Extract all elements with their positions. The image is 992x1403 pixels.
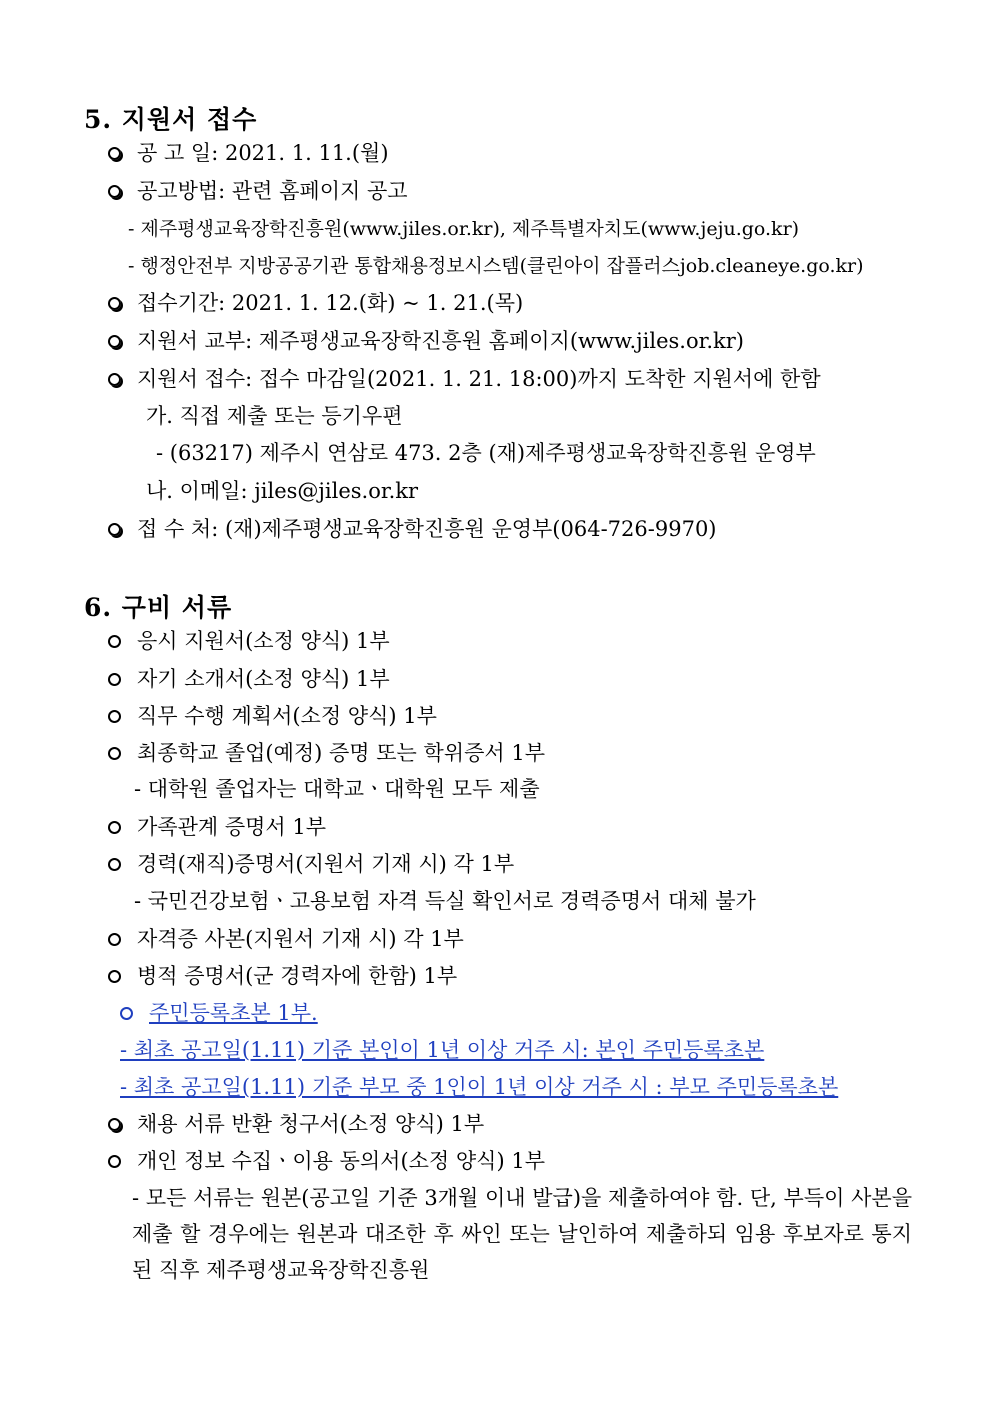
- list-item: 개인 정보 수집ㆍ이용 동의서(소정 양식) 1부: [108, 1146, 545, 1176]
- circle-outline-bullet-icon: [108, 821, 121, 834]
- circle-bullet-icon: [108, 147, 121, 160]
- list-item: 가족관계 증명서 1부: [108, 812, 326, 842]
- note-paragraph: - 모든 서류는 원본(공고일 기준 3개월 이내 발급)을 제출하여야 함. 단, 부득이 사본을 제출 할 경우에는 원본과 대조한 후 싸인 또는 날인하여 제출하되 임용 후보자로 통지된 직후 제주평생교육장학진흥원: [132, 1186, 912, 1282]
- section6-title: 6. 구비 서류: [84, 593, 233, 622]
- list-item: 직무 수행 계획서(소정 양식) 1부: [108, 701, 437, 731]
- list-item: 병적 증명서(군 경력자에 한함) 1부: [108, 961, 457, 991]
- list-subitem: - 대학원 졸업자는 대학교ㆍ대학원 모두 제출: [134, 777, 540, 801]
- circle-outline-bullet-icon: [120, 1007, 133, 1020]
- list-item: 공고방법: 관련 홈페이지 공고: [108, 176, 408, 206]
- circle-bullet-icon: [108, 297, 121, 310]
- list-subitem: 가. 직접 제출 또는 등기우편: [146, 404, 403, 428]
- circle-outline-bullet-icon: [108, 1155, 121, 1168]
- list-item: 자기 소개서(소정 양식) 1부: [108, 664, 390, 694]
- list-item: 지원서 교부: 제주평생교육장학진흥원 홈페이지(www.jiles.or.kr): [108, 326, 744, 356]
- list-subitem: - 행정안전부 지방공공기관 통합채용정보시스템(클린아이 잡플러스job.cleaneye.go.kr): [128, 255, 864, 277]
- circle-outline-bullet-icon: [108, 858, 121, 871]
- section5-title: 5. 지원서 접수: [84, 105, 258, 134]
- list-item: 지원서 접수: 접수 마감일(2021. 1. 21. 18:00)까지 도착한 지원서에 한함: [108, 364, 821, 394]
- list-item: 채용 서류 반환 청구서(소정 양식) 1부: [108, 1109, 484, 1139]
- list-item: 경력(재직)증명서(지원서 기재 시) 각 1부: [108, 849, 514, 879]
- highlighted-list-item: 주민등록초본 1부.: [120, 998, 318, 1028]
- list-subitem: 나. 이메일: jiles@jiles.or.kr: [146, 479, 419, 503]
- list-item: 자격증 사본(지원서 기재 시) 각 1부: [108, 924, 464, 954]
- list-item: 접 수 처: (재)제주평생교육장학진흥원 운영부(064-726-9970): [108, 514, 717, 544]
- list-subitem: - (63217) 제주시 연삼로 473. 2층 (재)제주평생교육장학진흥원 운영부: [156, 441, 816, 465]
- list-item: 응시 지원서(소정 양식) 1부: [108, 626, 390, 656]
- list-item: 최종학교 졸업(예정) 증명 또는 학위증서 1부: [108, 738, 545, 768]
- circle-bullet-icon: [108, 523, 121, 536]
- circle-outline-bullet-icon: [108, 933, 121, 946]
- circle-bullet-icon: [108, 335, 121, 348]
- list-subitem: - 제주평생교육장학진흥원(www.jiles.or.kr), 제주특별자치도(www.jeju.go.kr): [128, 218, 800, 240]
- circle-outline-bullet-icon: [108, 710, 121, 723]
- circle-outline-bullet-icon: [108, 673, 121, 686]
- circle-outline-bullet-icon: [108, 970, 121, 983]
- list-item: 접수기간: 2021. 1. 12.(화) ~ 1. 21.(목): [108, 288, 523, 318]
- list-item: 공 고 일: 2021. 1. 11.(월): [108, 138, 389, 168]
- circle-outline-bullet-icon: [108, 635, 121, 648]
- highlighted-list-subitem: - 최초 공고일(1.11) 기준 부모 중 1인이 1년 이상 거주 시 : 부모 주민등록초본: [120, 1075, 839, 1099]
- circle-bullet-icon: [108, 373, 121, 386]
- circle-bullet-icon: [108, 185, 121, 198]
- circle-outline-bullet-icon: [108, 747, 121, 760]
- list-subitem: - 국민건강보험ㆍ고용보험 자격 득실 확인서로 경력증명서 대체 불가: [134, 889, 756, 913]
- circle-bullet-icon: [108, 1118, 121, 1131]
- highlighted-list-subitem: - 최초 공고일(1.11) 기준 본인이 1년 이상 거주 시: 본인 주민등록초본: [120, 1038, 765, 1062]
